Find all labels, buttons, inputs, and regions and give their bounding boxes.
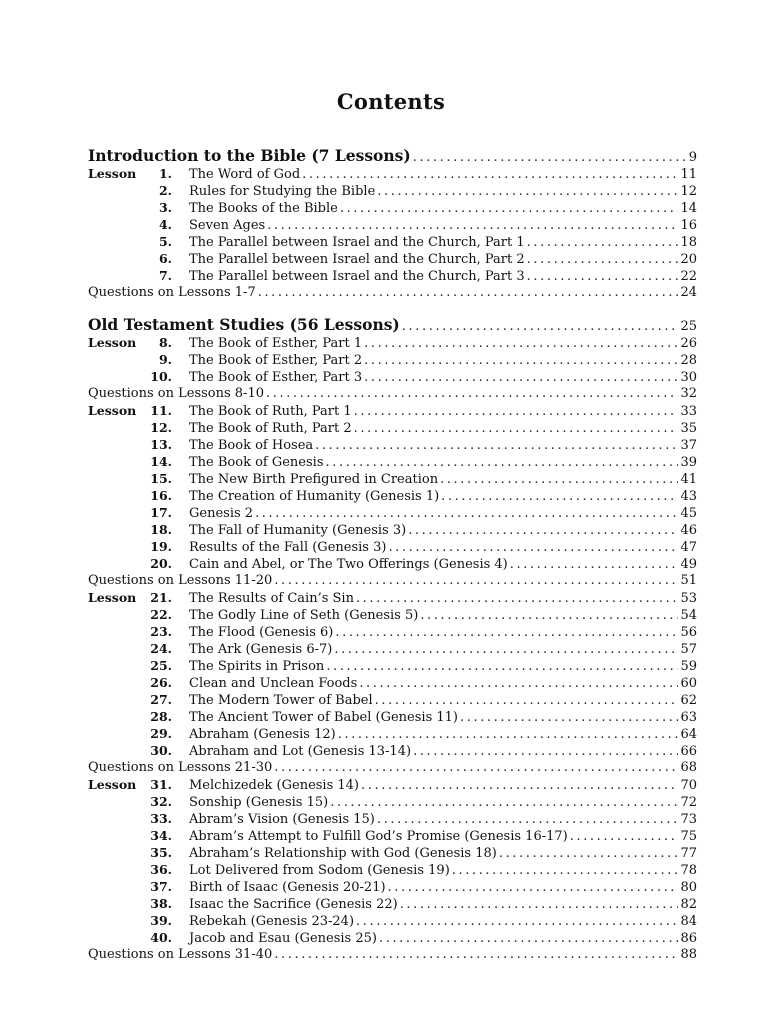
entry-title: The Modern Tower of Babel: [189, 693, 373, 708]
entry-title: Questions on Lessons 21-30: [88, 760, 273, 775]
dot-leader: [413, 743, 678, 760]
toc-lesson-entry: [88, 250, 697, 267]
lesson-number: 5.: [158, 234, 172, 249]
entry-title: Abram’s Vision (Genesis 15): [189, 812, 375, 827]
dot-leader: [441, 488, 678, 505]
dot-leader: [570, 828, 679, 845]
entry-title: Rebekah (Genesis 23-24): [189, 914, 355, 929]
lesson-number: 36.: [150, 862, 172, 877]
page-number: 33: [680, 404, 697, 419]
entry-title: The Ancient Tower of Babel (Genesis 11): [189, 710, 458, 725]
lesson-number: 31.: [150, 777, 172, 792]
dot-leader: [315, 437, 678, 454]
toc-lesson-entry: [88, 606, 697, 623]
lesson-number: 11.: [150, 403, 172, 418]
toc-lesson-entry: [88, 267, 697, 284]
toc-lesson-entry: [88, 368, 697, 385]
page-number: 53: [680, 591, 697, 606]
dot-leader: [330, 794, 678, 811]
dot-leader: [326, 454, 679, 471]
entry-title: The Book of Ruth, Part 1: [189, 404, 352, 419]
lesson-number: 25.: [150, 658, 172, 673]
entry-title: Results of the Fall (Genesis 3): [189, 540, 387, 555]
dot-leader: [354, 420, 679, 437]
toc-lesson-entry: [88, 521, 697, 538]
lesson-number: 6.: [158, 251, 172, 266]
page-number: 25: [680, 319, 697, 334]
toc-lesson-entry: [88, 165, 697, 182]
toc-lesson-entry: [88, 589, 697, 606]
lesson-number: 39.: [150, 913, 172, 928]
dot-leader: [266, 385, 678, 402]
toc-lesson-entry: [88, 334, 697, 351]
page-number: 64: [680, 727, 697, 742]
page-number: 45: [680, 506, 697, 521]
entry-title: The Godly Line of Seth (Genesis 5): [189, 608, 419, 623]
lesson-number: 24.: [150, 641, 172, 656]
entry-title: The Parallel between Israel and the Church, Part 2: [189, 252, 525, 267]
toc-lesson-entry: [88, 776, 697, 793]
lesson-number: 28.: [150, 709, 172, 724]
page-number: 78: [680, 863, 697, 878]
lesson-number: 20.: [150, 556, 172, 571]
dot-leader: [274, 759, 678, 776]
entry-title: Cain and Abel, or The Two Offerings (Genesis 4): [189, 557, 508, 572]
dot-leader: [420, 607, 678, 624]
page-number: 43: [680, 489, 697, 504]
toc-lesson-entry: [88, 742, 697, 759]
lesson-number: 26.: [150, 675, 172, 690]
page-number: 54: [680, 608, 697, 623]
page-number: 41: [680, 472, 697, 487]
lesson-number: 40.: [150, 930, 172, 945]
entry-title: The Parallel between Israel and the Church, Part 1: [189, 235, 525, 250]
lesson-number: 15.: [150, 471, 172, 486]
dot-leader: [326, 658, 678, 675]
page-number: 75: [680, 829, 697, 844]
section-title: Introduction to the Bible (7 Lessons): [88, 146, 411, 165]
toc-lesson-entry: [88, 199, 697, 216]
lesson-number: 10.: [150, 369, 172, 384]
lesson-label: Lesson: [88, 335, 137, 350]
toc-lesson-entry: [88, 487, 697, 504]
entry-title: The Book of Esther, Part 1: [189, 336, 363, 351]
lesson-number: 21.: [150, 590, 172, 605]
toc-lesson-entry: [88, 827, 697, 844]
lesson-number: 32.: [150, 794, 172, 809]
entry-title: Genesis 2: [189, 506, 254, 521]
page-number: 32: [680, 386, 697, 401]
lesson-number: 22.: [150, 607, 172, 622]
entry-title: The Book of Ruth, Part 2: [189, 421, 352, 436]
page-number: 68: [680, 760, 697, 775]
toc-lesson-entry: [88, 351, 697, 368]
dot-leader: [354, 403, 679, 420]
dot-leader: [440, 471, 678, 488]
entry-title: The Spirits in Prison: [189, 659, 325, 674]
dot-leader: [340, 200, 679, 217]
page-number: 66: [680, 744, 697, 759]
lesson-label: Lesson: [88, 777, 137, 792]
dot-leader: [527, 234, 679, 251]
toc-lesson-entry: [88, 861, 697, 878]
toc-lesson-entry: [88, 504, 697, 521]
page-number: 9: [688, 150, 697, 165]
page-number: 30: [680, 370, 697, 385]
dot-leader: [267, 217, 678, 234]
entry-title: Questions on Lessons 11-20: [88, 573, 273, 588]
page-number: 18: [680, 235, 697, 250]
toc-lesson-entry: [88, 216, 697, 233]
lesson-label: Lesson: [88, 166, 137, 181]
lesson-number: 23.: [150, 624, 172, 639]
toc-lesson-entry: [88, 419, 697, 436]
entry-title: Rules for Studying the Bible: [189, 184, 376, 199]
lesson-number: 7.: [158, 268, 172, 283]
dot-leader: [255, 505, 678, 522]
entry-title: Abraham’s Relationship with God (Genesis 18): [189, 846, 497, 861]
page-number: 88: [680, 947, 697, 962]
dot-leader: [274, 946, 678, 963]
entry-title: Questions on Lessons 31-40: [88, 947, 273, 962]
toc-lesson-entry: [88, 929, 697, 946]
dot-leader: [377, 183, 678, 200]
dot-leader: [338, 726, 679, 743]
dot-leader: [356, 590, 679, 607]
toc-lesson-entry: [88, 657, 697, 674]
lesson-number: 2.: [158, 183, 172, 198]
entry-title: The Word of God: [189, 167, 301, 182]
page-number: 24: [680, 285, 697, 300]
lesson-number: 12.: [150, 420, 172, 435]
dot-leader: [388, 879, 679, 896]
toc-lesson-entry: [88, 674, 697, 691]
entry-title: The Book of Esther, Part 2: [189, 353, 363, 368]
entry-title: The Results of Cain’s Sin: [189, 591, 354, 606]
page-number: 59: [680, 659, 697, 674]
dot-leader: [364, 352, 678, 369]
toc-questions-entry: [88, 572, 697, 589]
toc-questions-entry: [88, 759, 697, 776]
toc-questions-entry: [88, 385, 697, 402]
dot-leader: [408, 522, 678, 539]
entry-title: The Parallel between Israel and the Church, Part 3: [189, 269, 525, 284]
lesson-number: 34.: [150, 828, 172, 843]
page-title: Contents: [336, 89, 446, 114]
lesson-number: 38.: [150, 896, 172, 911]
dot-leader: [527, 268, 679, 285]
lesson-number: 27.: [150, 692, 172, 707]
entry-title: Birth of Isaac (Genesis 20-21): [189, 880, 386, 895]
dot-leader: [364, 335, 678, 352]
page-number: 26: [680, 336, 697, 351]
lesson-number: 17.: [150, 505, 172, 520]
dot-leader: [499, 845, 679, 862]
page-number: 20: [680, 252, 697, 267]
toc-questions-entry: [88, 946, 697, 963]
page-number: 16: [680, 218, 697, 233]
entry-title: Lot Delivered from Sodom (Genesis 19): [189, 863, 450, 878]
lesson-number: 30.: [150, 743, 172, 758]
entry-title: The Book of Genesis: [189, 455, 324, 470]
dot-leader: [335, 624, 678, 641]
entry-title: The Ark (Genesis 6-7): [189, 642, 333, 657]
page-number: 84: [680, 914, 697, 929]
toc-lesson-entry: [88, 453, 697, 470]
toc-questions-entry: [88, 284, 697, 301]
toc-lesson-entry: [88, 810, 697, 827]
dot-leader: [379, 930, 678, 947]
entry-title: Clean and Unclean Foods: [189, 676, 358, 691]
entry-title: The Fall of Humanity (Genesis 3): [189, 523, 407, 538]
page-number: 62: [680, 693, 697, 708]
lesson-label: Lesson: [88, 403, 137, 418]
lesson-number: 3.: [158, 200, 172, 215]
entry-title: Melchizedek (Genesis 14): [189, 778, 360, 793]
toc-lesson-entry: [88, 436, 697, 453]
toc-lesson-entry: [88, 844, 697, 861]
page-number: 22: [680, 269, 697, 284]
lesson-number: 18.: [150, 522, 172, 537]
lesson-number: 9.: [158, 352, 172, 367]
dot-leader: [361, 777, 678, 794]
toc-lesson-entry: [88, 691, 697, 708]
section-title: Old Testament Studies (56 Lessons): [88, 315, 400, 334]
page-number: 80: [680, 880, 697, 895]
dot-leader: [375, 692, 679, 709]
toc-lesson-entry: [88, 708, 697, 725]
page-number: 56: [680, 625, 697, 640]
dot-leader: [400, 896, 679, 913]
page-number: 86: [680, 931, 697, 946]
dot-leader: [527, 251, 679, 268]
page-number: 28: [680, 353, 697, 368]
entry-title: Abraham and Lot (Genesis 13-14): [189, 744, 412, 759]
page-number: 72: [680, 795, 697, 810]
page-number: 37: [680, 438, 697, 453]
entry-title: Jacob and Esau (Genesis 25): [189, 931, 377, 946]
dot-leader: [359, 675, 678, 692]
toc-lesson-entry: [88, 623, 697, 640]
dot-leader: [388, 539, 678, 556]
toc-lesson-entry: [88, 402, 697, 419]
toc-lesson-entry: [88, 725, 697, 742]
page-number: 14: [680, 201, 697, 216]
entry-title: The Book of Hosea: [189, 438, 314, 453]
page-number: 63: [680, 710, 697, 725]
page-number: 11: [680, 167, 697, 182]
entry-title: Sonship (Genesis 15): [189, 795, 329, 810]
page-number: 49: [680, 557, 697, 572]
dot-leader: [334, 641, 678, 658]
dot-leader: [377, 811, 679, 828]
entry-title: Abraham (Genesis 12): [189, 727, 336, 742]
dot-leader: [364, 369, 678, 386]
lesson-number: 33.: [150, 811, 172, 826]
page-number: 82: [680, 897, 697, 912]
entry-title: Seven Ages: [189, 218, 266, 233]
dot-leader: [356, 913, 678, 930]
entry-title: The Flood (Genesis 6): [189, 625, 334, 640]
entry-title: Questions on Lessons 1-7: [88, 285, 256, 300]
toc-lesson-entry: [88, 912, 697, 929]
entry-title: Questions on Lessons 8-10: [88, 386, 264, 401]
toc-lesson-entry: [88, 640, 697, 657]
toc-lesson-entry: [88, 470, 697, 487]
entry-title: The Creation of Humanity (Genesis 1): [189, 489, 440, 504]
page-number: 57: [680, 642, 697, 657]
dot-leader: [510, 556, 679, 573]
entry-title: Isaac the Sacrifice (Genesis 22): [189, 897, 398, 912]
lesson-number: 29.: [150, 726, 172, 741]
dot-leader: [274, 572, 678, 589]
page-number: 60: [680, 676, 697, 691]
page-number: 70: [680, 778, 697, 793]
lesson-number: 16.: [150, 488, 172, 503]
toc-lesson-entry: [88, 878, 697, 895]
toc-lesson-entry: [88, 555, 697, 572]
toc-lesson-entry: [88, 233, 697, 250]
toc-lesson-entry: [88, 182, 697, 199]
lesson-number: 4.: [158, 217, 172, 232]
dot-leader: [460, 709, 678, 726]
page-number: 73: [680, 812, 697, 827]
lesson-number: 37.: [150, 879, 172, 894]
lesson-number: 19.: [150, 539, 172, 554]
page-number: 46: [680, 523, 697, 538]
page-number: 39: [680, 455, 697, 470]
dot-leader: [302, 166, 678, 183]
lesson-number: 8.: [158, 335, 172, 350]
toc-lesson-entry: [88, 793, 697, 810]
page-number: 47: [680, 540, 697, 555]
entry-title: Abram’s Attempt to Fulfill God’s Promise (Genesis 16-17): [189, 829, 568, 844]
entry-title: The New Birth Prefigured in Creation: [189, 472, 439, 487]
toc-section-heading: [88, 314, 697, 336]
page-number: 51: [680, 573, 697, 588]
entry-title: The Books of the Bible: [189, 201, 338, 216]
toc-section-heading: [88, 145, 697, 167]
page-number: 77: [680, 846, 697, 861]
lesson-number: 13.: [150, 437, 172, 452]
page-number: 35: [680, 421, 697, 436]
toc-lesson-entry: [88, 895, 697, 912]
toc-lesson-entry: [88, 538, 697, 555]
lesson-number: 14.: [150, 454, 172, 469]
page-number: 12: [680, 184, 697, 199]
lesson-label: Lesson: [88, 590, 137, 605]
lesson-number: 1.: [158, 166, 172, 181]
dot-leader: [452, 862, 679, 879]
lesson-number: 35.: [150, 845, 172, 860]
dot-leader: [258, 284, 679, 301]
entry-title: The Book of Esther, Part 3: [189, 370, 363, 385]
